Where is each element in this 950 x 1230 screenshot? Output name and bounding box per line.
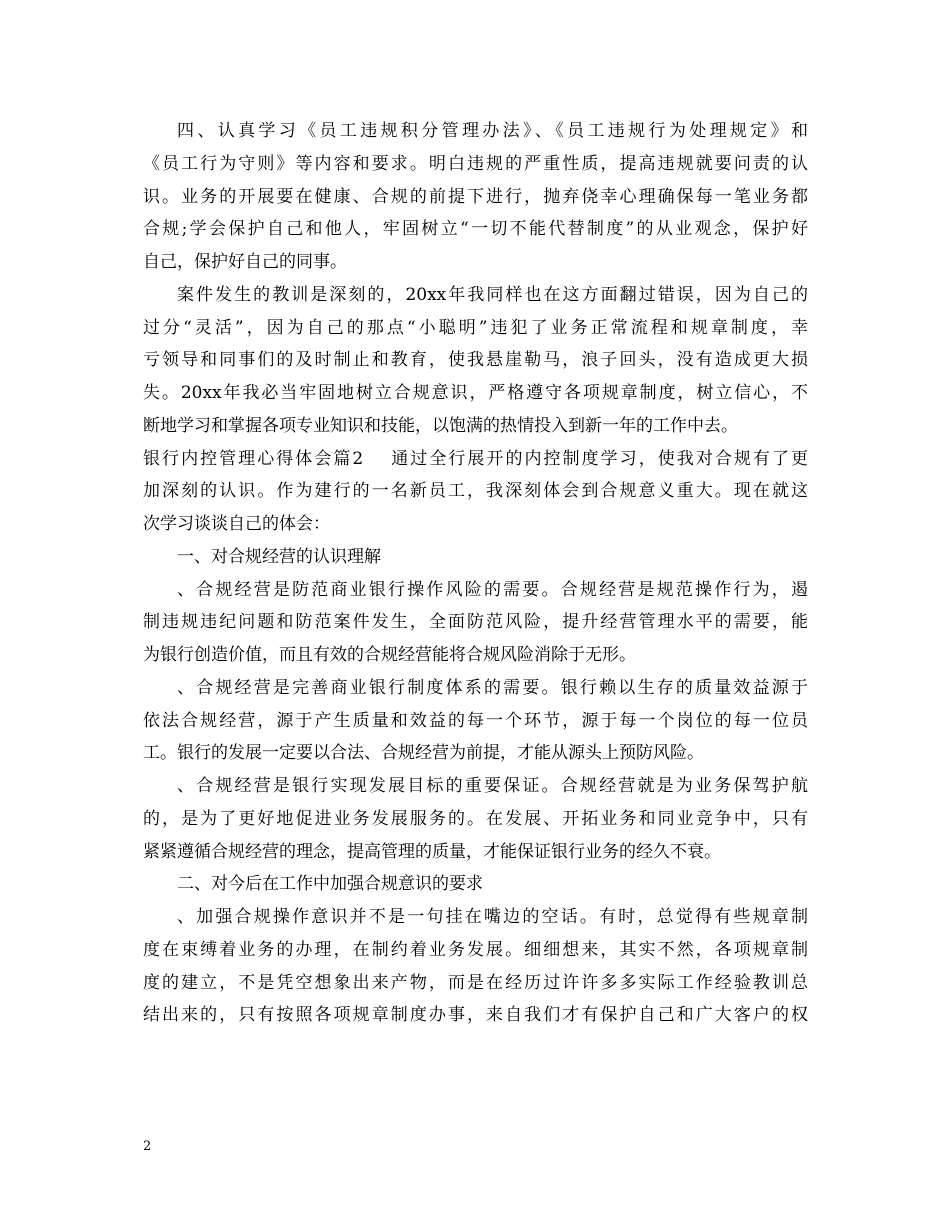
paragraph-line: 、加强合规操作意识并不是一句挂在嘴边的空话。有时，总觉得有些规章制	[177, 907, 808, 927]
paragraph-line: 、合规经营是银行实现发展目标的重要保证。合规经营就是为业务保驾护航	[177, 776, 808, 796]
paragraph-line: 案件发生的教训是深刻的，20xx年我同样也在这方面翻过错误，因为自己的	[177, 284, 808, 305]
paragraph-line: 四、认真学习《员工违规积分管理办法》、《员工违规行为处理规定》和	[177, 121, 808, 141]
section-heading: 一、对合规经营的认识理解	[177, 546, 381, 567]
article-intro: 通过全行展开的内控制度学习，使我对合规有了更	[389, 448, 808, 469]
paragraph-line: 为银行创造价值，而且有效的合规经营能将合规风险消除于无形。	[143, 645, 636, 665]
paragraph-line: 结出来的，只有按照各项规章制度办事，来自我们才有保护自己和广大客户的权	[143, 1005, 808, 1026]
page-number: 2	[143, 1139, 152, 1154]
paragraph-line: 合规;学会保护自己和他人，牢固树立“一切不能代替制度”的从业观念，保护好	[143, 219, 808, 240]
paragraph-line: 紧紧遵循合规经营的理念，提高管理的质量，才能保证银行业务的经久不衰。	[143, 841, 721, 862]
section-heading-line	[143, 443, 808, 476]
paragraph-line: 断地学习和掌握各项专业知识和技能，以饱满的热情投入到新一年的工作中去。	[143, 415, 738, 436]
paragraph-line: 度在束缚着业务的办理，在制约着业务发展。细细想来，其实不然，各项规章制	[143, 939, 808, 960]
paragraph-line: 识。业务的开展要在健康、合规的前提下进行，抛弃侥幸心理确保每一笔业务都	[143, 186, 808, 207]
paragraph-line: 自己，保护好自己的同事。	[143, 252, 347, 272]
paragraph-line: 依法合规经营，源于产生质量和效益的每一个环节，源于每一个岗位的每一位员	[143, 710, 808, 731]
paragraph-line: 过分“灵活”，因为自己的那点“小聪明”违犯了业务正常流程和规章制度，幸	[143, 317, 808, 338]
paragraph-line: 次学习谈谈自己的体会：	[143, 514, 330, 534]
paragraph-line: 度的建立，不是凭空想象出来产物，而是在经历过许许多多实际工作经验教训总	[143, 972, 808, 993]
paragraph-line: 、合规经营是防范商业银行操作风险的需要。合规经营是规范操作行为，遏	[177, 579, 808, 600]
paragraph-line: 亏领导和同事们的及时制止和教育，使我悬崖勒马，浪子回头，没有造成更大损	[143, 350, 808, 371]
paragraph-line: 制违规违纪问题和防范案件发生，全面防范风险，提升经营管理水平的需要，能	[143, 612, 808, 633]
paragraph-line: 工。银行的发展一定要以合法、合规经营为前提，才能从源头上预防风险。	[143, 743, 704, 764]
document-body	[143, 115, 808, 1032]
paragraph-line: 《员工行为守则》等内容和要求。明白违规的严重性质，提高违规就要问责的认	[143, 153, 808, 174]
article-title: 银行内控管理心得体会篇2	[143, 448, 364, 469]
paragraph-line: 失。20xx年我必当牢固地树立合规意识，严格遵守各项规章制度，树立信心，不	[143, 383, 808, 403]
section-heading: 二、对今后在工作中加强合规意识的要求	[177, 874, 483, 895]
paragraph-line: 、合规经营是完善商业银行制度体系的需要。银行赖以生存的质量效益源于	[177, 677, 808, 698]
paragraph-line: 的，是为了更好地促进业务发展服务的。在发展、开拓业务和同业竞争中，只有	[143, 808, 808, 829]
paragraph-line: 加深刻的认识。作为建行的一名新员工，我深刻体会到合规意义重大。现在就这	[143, 481, 808, 502]
